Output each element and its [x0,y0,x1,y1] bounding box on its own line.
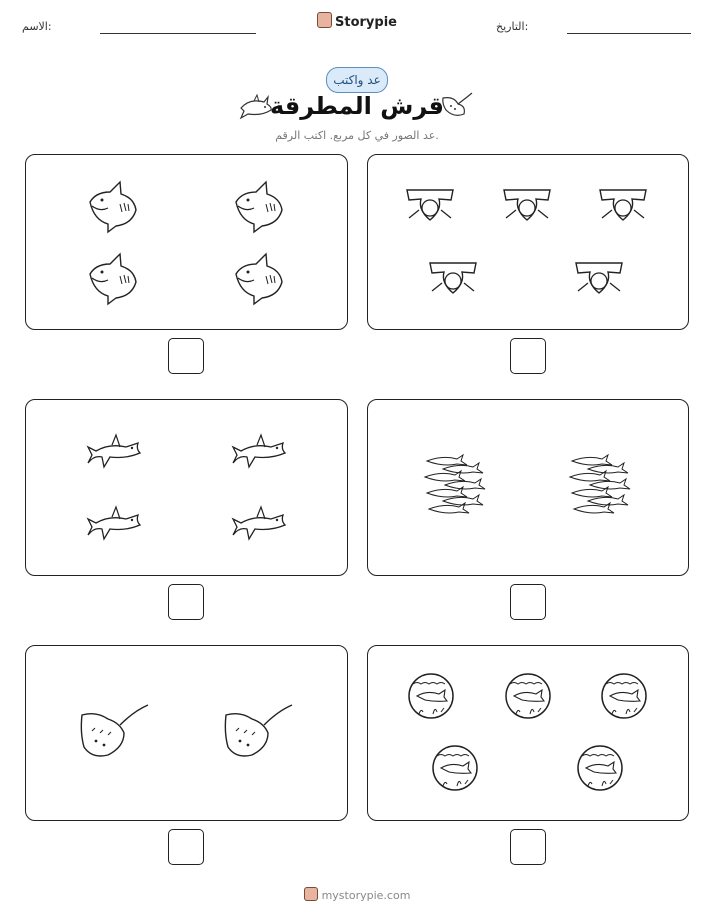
shark-bubble-icon [504,672,552,720]
date-label: التاريخ: [496,20,529,33]
counting-panel-hammerhead [367,154,689,330]
swimming-shark-icon [231,433,287,471]
page-title: قرش المطرقة [269,92,445,120]
stingray-icon [78,703,150,763]
swimming-shark-icon [86,505,142,543]
hammerhead-shark-icon [405,184,455,224]
hammerhead-shark-icon [428,257,478,297]
shark-bubble-icon [407,672,455,720]
shark-bubble-icon [431,744,479,792]
stingray-icon [222,703,294,763]
shark-icon [86,180,142,232]
answer-box-hammerhead[interactable] [510,338,546,374]
counting-panel-stingray [25,645,348,821]
counting-panel-shark [25,154,348,330]
answer-box-shark-school[interactable] [510,584,546,620]
shark-icon [86,252,142,304]
storypie-logo-icon [304,887,318,901]
footer-site[interactable]: mystorypie.com [321,889,411,902]
footer [0,887,714,902]
stingray-decoration-icon [440,90,474,120]
storypie-logo-icon [317,12,332,28]
answer-box-swimming-shark[interactable] [168,584,204,620]
name-label: الاسم: [22,20,52,33]
shark-bubble-icon [576,744,624,792]
answer-box-shark-bubble[interactable] [510,829,546,865]
shark-icon [232,252,288,304]
swimming-shark-icon [86,433,142,471]
hammerhead-shark-icon [502,184,552,224]
answer-box-shark[interactable] [168,338,204,374]
counting-panel-swimming-shark [25,399,348,576]
instructions: عد الصور في كل مربع. اكتب الرقم. [275,129,439,142]
hammerhead-shark-icon [598,184,648,224]
hammerhead-shark-icon [574,257,624,297]
answer-box-stingray[interactable] [168,829,204,865]
brand-text: Storypie [335,15,397,30]
date-line[interactable] [567,33,691,34]
shark-decoration-icon [238,92,274,122]
shark-icon [232,180,288,232]
swimming-shark-icon [231,505,287,543]
brand [0,12,714,30]
name-line[interactable] [100,33,256,34]
shark-school-icon [423,453,489,519]
shark-school-icon [568,453,634,519]
activity-badge: عد واكتب [326,67,388,93]
shark-bubble-icon [600,672,648,720]
counting-panel-shark-school [367,399,689,576]
